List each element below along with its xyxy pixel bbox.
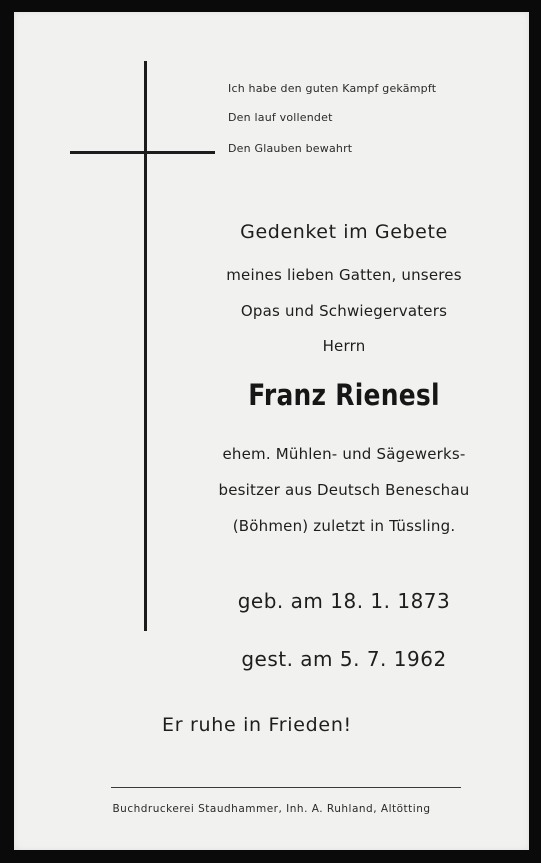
intro-line-1: meines lieben Gatten, unseres bbox=[226, 266, 462, 284]
cross-vertical-bar bbox=[144, 61, 147, 631]
verse-line-1: Ich habe den guten Kampf gekämpft bbox=[228, 82, 437, 95]
death-date: gest. am 5. 7. 1962 bbox=[241, 647, 447, 671]
verse-line-3: Den Glauben bewahrt bbox=[228, 142, 353, 155]
heading: Gedenket im Gebete bbox=[240, 221, 448, 243]
verse-line-2: Den lauf vollendet bbox=[228, 111, 333, 124]
footer-divider bbox=[111, 787, 461, 788]
birth-date: geb. am 18. 1. 1873 bbox=[237, 589, 451, 613]
printer-imprint: Buchdruckerei Staudhammer, Inh. A. Ruhland, Altötting bbox=[112, 803, 431, 815]
description-line-2: besitzer aus Deutsch Beneschau bbox=[218, 481, 470, 499]
intro-line-2: Opas und Schwiegervaters bbox=[240, 302, 448, 320]
deceased-name: Franz Rienesl bbox=[248, 378, 440, 412]
memorial-card bbox=[14, 12, 529, 850]
cross-horizontal-bar bbox=[70, 151, 215, 154]
rest-in-peace: Er ruhe in Frieden! bbox=[162, 714, 352, 736]
intro-line-3: Herrn bbox=[322, 337, 366, 355]
description-line-1: ehem. Mühlen- und Sägewerks- bbox=[222, 445, 466, 463]
description-line-3: (Böhmen) zuletzt in Tüssling. bbox=[232, 517, 456, 535]
